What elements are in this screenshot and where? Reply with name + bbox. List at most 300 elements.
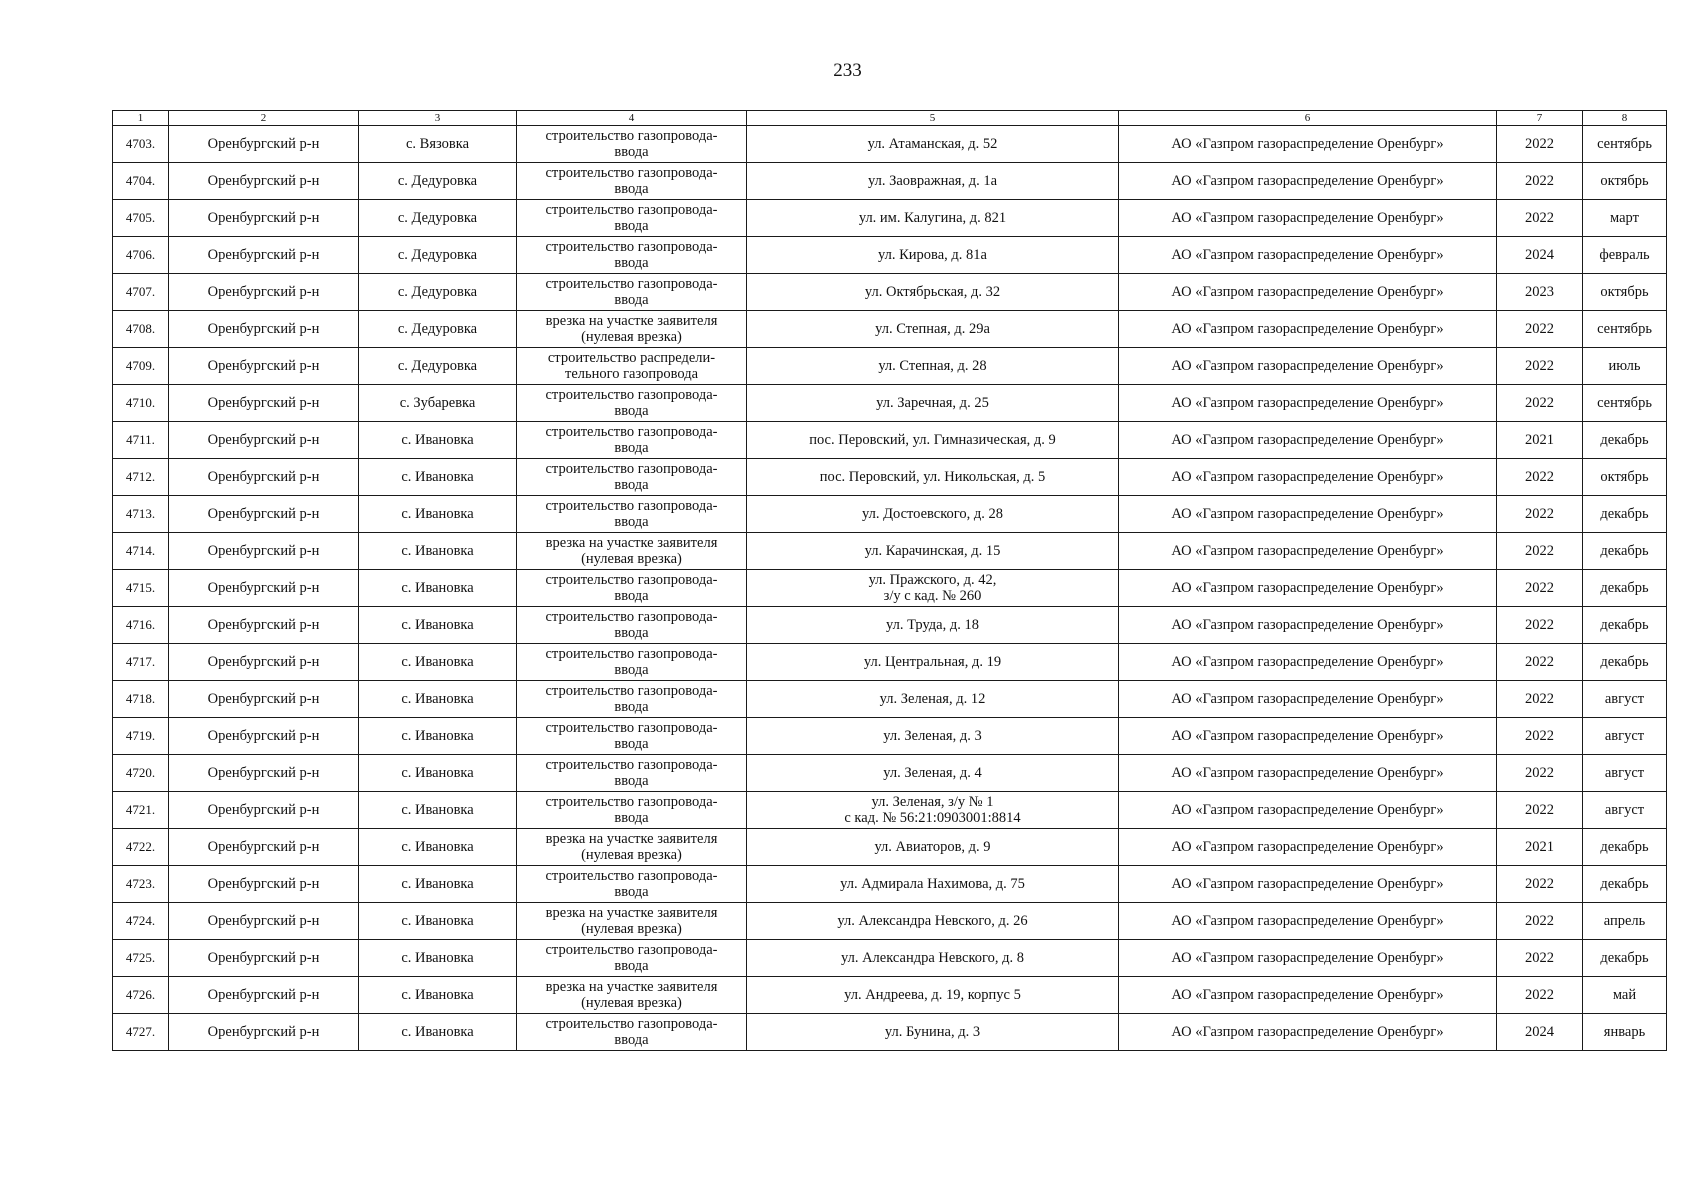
year-cell: 2022 [1497, 570, 1583, 607]
district-cell: Оренбургский р-н [169, 940, 359, 977]
year-cell: 2022 [1497, 792, 1583, 829]
year-cell: 2022 [1497, 348, 1583, 385]
work-type-cell-line: ввода [614, 292, 649, 308]
address-cell-line: ул. Авиаторов, д. 9 [874, 839, 991, 855]
district-cell: Оренбургский р-н [169, 422, 359, 459]
district-cell: Оренбургский р-н [169, 755, 359, 792]
address-cell-line: пос. Перовский, ул. Гимназическая, д. 9 [809, 432, 1056, 448]
address-cell-line: ул. Александра Невского, д. 26 [837, 913, 1028, 929]
year-cell: 2022 [1497, 681, 1583, 718]
address-cell-line: ул. Центральная, д. 19 [863, 654, 1002, 670]
address-cell [747, 644, 1119, 681]
organization-cell: АО «Газпром газораспределение Оренбург» [1119, 311, 1497, 348]
row-number-cell: 4711. [113, 422, 169, 459]
row-number-cell: 4710. [113, 385, 169, 422]
work-type-cell-line: ввода [614, 625, 649, 641]
district-cell: Оренбургский р-н [169, 274, 359, 311]
organization-cell: АО «Газпром газораспределение Оренбург» [1119, 237, 1497, 274]
address-cell [747, 755, 1119, 792]
table-row [113, 607, 1667, 644]
address-cell-line: ул. Александра Невского, д. 8 [840, 950, 1025, 966]
organization-cell: АО «Газпром газораспределение Оренбург» [1119, 903, 1497, 940]
settlement-cell: с. Ивановка [359, 681, 517, 718]
settlement-cell: с. Ивановка [359, 718, 517, 755]
work-type-cell-line: строительство газопровода- [545, 1016, 718, 1032]
work-type-cell-line: строительство распредели- [547, 350, 716, 366]
district-cell: Оренбургский р-н [169, 1014, 359, 1051]
district-cell: Оренбургский р-н [169, 903, 359, 940]
settlement-cell: с. Ивановка [359, 977, 517, 1014]
address-cell [747, 681, 1119, 718]
row-number-cell: 4703. [113, 126, 169, 163]
work-type-cell-line: врезка на участке заявителя [545, 979, 718, 995]
work-type-cell [517, 163, 747, 200]
work-type-cell [517, 496, 747, 533]
month-cell: декабрь [1583, 533, 1667, 570]
district-cell: Оренбургский р-н [169, 644, 359, 681]
table-row [113, 385, 1667, 422]
year-cell: 2022 [1497, 940, 1583, 977]
work-type-cell [517, 607, 747, 644]
work-type-cell-line: врезка на участке заявителя [545, 905, 718, 921]
work-type-cell-line: строительство газопровода- [545, 572, 718, 588]
work-type-cell-line: строительство газопровода- [545, 128, 718, 144]
work-type-cell [517, 681, 747, 718]
settlement-cell: с. Ивановка [359, 829, 517, 866]
month-cell: декабрь [1583, 644, 1667, 681]
column-header: 7 [1497, 111, 1583, 126]
settlement-cell: с. Ивановка [359, 644, 517, 681]
district-cell: Оренбургский р-н [169, 607, 359, 644]
district-cell: Оренбургский р-н [169, 126, 359, 163]
row-number-cell: 4719. [113, 718, 169, 755]
table-row [113, 792, 1667, 829]
table-row [113, 422, 1667, 459]
work-type-cell-line: строительство газопровода- [545, 202, 718, 218]
work-type-cell [517, 718, 747, 755]
work-type-cell [517, 459, 747, 496]
work-type-cell-line: строительство газопровода- [545, 461, 718, 477]
settlement-cell: с. Ивановка [359, 607, 517, 644]
column-header: 8 [1583, 111, 1667, 126]
address-cell [747, 718, 1119, 755]
work-type-cell-line: врезка на участке заявителя [545, 535, 718, 551]
year-cell: 2022 [1497, 866, 1583, 903]
organization-cell: АО «Газпром газораспределение Оренбург» [1119, 644, 1497, 681]
row-number-cell: 4709. [113, 348, 169, 385]
year-cell: 2022 [1497, 718, 1583, 755]
year-cell: 2022 [1497, 977, 1583, 1014]
row-number-cell: 4713. [113, 496, 169, 533]
work-type-cell-line: строительство газопровода- [545, 794, 718, 810]
work-type-cell-line: строительство газопровода- [545, 165, 718, 181]
work-type-cell [517, 792, 747, 829]
organization-cell: АО «Газпром газораспределение Оренбург» [1119, 829, 1497, 866]
table-row [113, 1014, 1667, 1051]
month-cell: апрель [1583, 903, 1667, 940]
month-cell: октябрь [1583, 163, 1667, 200]
column-header: 5 [747, 111, 1119, 126]
work-type-cell [517, 311, 747, 348]
work-type-cell-line: ввода [614, 144, 649, 160]
table-row [113, 533, 1667, 570]
address-cell [747, 940, 1119, 977]
organization-cell: АО «Газпром газораспределение Оренбург» [1119, 422, 1497, 459]
work-type-cell-line: строительство газопровода- [545, 276, 718, 292]
year-cell: 2021 [1497, 829, 1583, 866]
address-cell [747, 348, 1119, 385]
organization-cell: АО «Газпром газораспределение Оренбург» [1119, 977, 1497, 1014]
row-number-cell: 4718. [113, 681, 169, 718]
address-cell-line: ул. Кирова, д. 81а [878, 247, 987, 263]
address-cell-line: ул. Адмирала Нахимова, д. 75 [840, 876, 1025, 892]
work-type-cell-line: ввода [614, 699, 649, 715]
month-cell: сентябрь [1583, 126, 1667, 163]
organization-cell: АО «Газпром газораспределение Оренбург» [1119, 459, 1497, 496]
district-cell: Оренбургский р-н [169, 829, 359, 866]
row-number-cell: 4707. [113, 274, 169, 311]
work-type-cell-line: строительство газопровода- [545, 609, 718, 625]
work-type-cell-line: ввода [614, 403, 649, 419]
organization-cell: АО «Газпром газораспределение Оренбург» [1119, 200, 1497, 237]
address-cell [747, 200, 1119, 237]
organization-cell: АО «Газпром газораспределение Оренбург» [1119, 866, 1497, 903]
settlement-cell: с. Ивановка [359, 866, 517, 903]
month-cell: август [1583, 792, 1667, 829]
row-number-cell: 4708. [113, 311, 169, 348]
table-row [113, 718, 1667, 755]
settlement-cell: с. Ивановка [359, 533, 517, 570]
address-cell-line: пос. Перовский, ул. Никольская, д. 5 [819, 469, 1046, 485]
row-number-cell: 4714. [113, 533, 169, 570]
work-type-cell-line: (нулевая врезка) [581, 329, 682, 345]
month-cell: сентябрь [1583, 385, 1667, 422]
work-type-cell [517, 755, 747, 792]
work-type-cell-line: ввода [614, 1032, 649, 1048]
address-cell [747, 163, 1119, 200]
work-type-cell [517, 570, 747, 607]
table-row [113, 126, 1667, 163]
month-cell: январь [1583, 1014, 1667, 1051]
settlement-cell: с. Дедуровка [359, 348, 517, 385]
page-number: 233 [833, 60, 862, 81]
column-header: 3 [359, 111, 517, 126]
work-type-cell-line: строительство газопровода- [545, 498, 718, 514]
district-cell: Оренбургский р-н [169, 533, 359, 570]
address-cell [747, 422, 1119, 459]
address-cell-line: з/у с кад. № 260 [883, 588, 982, 604]
row-number-cell: 4726. [113, 977, 169, 1014]
year-cell: 2022 [1497, 755, 1583, 792]
work-type-cell [517, 274, 747, 311]
column-header: 6 [1119, 111, 1497, 126]
work-type-cell [517, 385, 747, 422]
organization-cell: АО «Газпром газораспределение Оренбург» [1119, 755, 1497, 792]
organization-cell: АО «Газпром газораспределение Оренбург» [1119, 607, 1497, 644]
address-cell [747, 866, 1119, 903]
month-cell: декабрь [1583, 866, 1667, 903]
organization-cell: АО «Газпром газораспределение Оренбург» [1119, 496, 1497, 533]
organization-cell: АО «Газпром газораспределение Оренбург» [1119, 385, 1497, 422]
district-cell: Оренбургский р-н [169, 977, 359, 1014]
table-row [113, 459, 1667, 496]
year-cell: 2022 [1497, 311, 1583, 348]
month-cell: май [1583, 977, 1667, 1014]
address-cell-line: ул. Труда, д. 18 [886, 617, 979, 633]
settlement-cell: с. Дедуровка [359, 311, 517, 348]
address-cell-line: ул. Достоевского, д. 28 [861, 506, 1003, 522]
row-number-cell: 4725. [113, 940, 169, 977]
district-cell: Оренбургский р-н [169, 163, 359, 200]
address-cell [747, 385, 1119, 422]
address-cell-line: ул. Заречная, д. 25 [876, 395, 989, 411]
address-cell [747, 459, 1119, 496]
row-number-cell: 4721. [113, 792, 169, 829]
work-type-cell-line: врезка на участке заявителя [545, 831, 718, 847]
month-cell: декабрь [1583, 570, 1667, 607]
table-row [113, 496, 1667, 533]
row-number-cell: 4712. [113, 459, 169, 496]
gasification-table [112, 110, 1667, 1051]
settlement-cell: с. Дедуровка [359, 163, 517, 200]
work-type-cell [517, 422, 747, 459]
row-number-cell: 4715. [113, 570, 169, 607]
work-type-cell-line: ввода [614, 255, 649, 271]
district-cell: Оренбургский р-н [169, 718, 359, 755]
address-cell-line: с кад. № 56:21:0903001:8814 [844, 810, 1021, 826]
address-cell [747, 977, 1119, 1014]
address-cell [747, 829, 1119, 866]
table-row [113, 644, 1667, 681]
column-header: 4 [517, 111, 747, 126]
address-cell [747, 792, 1119, 829]
work-type-cell [517, 644, 747, 681]
district-cell: Оренбургский р-н [169, 792, 359, 829]
address-cell [747, 274, 1119, 311]
district-cell: Оренбургский р-н [169, 200, 359, 237]
table-row [113, 163, 1667, 200]
address-cell [747, 607, 1119, 644]
address-cell-line: ул. им. Калугина, д. 821 [858, 210, 1007, 226]
row-number-cell: 4724. [113, 903, 169, 940]
month-cell: июль [1583, 348, 1667, 385]
table-row [113, 903, 1667, 940]
organization-cell: АО «Газпром газораспределение Оренбург» [1119, 274, 1497, 311]
settlement-cell: с. Дедуровка [359, 200, 517, 237]
year-cell: 2022 [1497, 607, 1583, 644]
organization-cell: АО «Газпром газораспределение Оренбург» [1119, 940, 1497, 977]
work-type-cell [517, 237, 747, 274]
work-type-cell-line: строительство газопровода- [545, 424, 718, 440]
address-cell [747, 311, 1119, 348]
year-cell: 2022 [1497, 903, 1583, 940]
row-number-cell: 4723. [113, 866, 169, 903]
work-type-cell-line: ввода [614, 736, 649, 752]
organization-cell: АО «Газпром газораспределение Оренбург» [1119, 1014, 1497, 1051]
work-type-cell-line: ввода [614, 477, 649, 493]
column-header: 1 [113, 111, 169, 126]
table-row [113, 237, 1667, 274]
work-type-cell-line: врезка на участке заявителя [545, 313, 718, 329]
work-type-cell [517, 829, 747, 866]
settlement-cell: с. Ивановка [359, 940, 517, 977]
work-type-cell-line: (нулевая врезка) [581, 847, 682, 863]
work-type-cell-line: ввода [614, 181, 649, 197]
work-type-cell-line: строительство газопровода- [545, 646, 718, 662]
work-type-cell [517, 200, 747, 237]
address-cell [747, 570, 1119, 607]
work-type-cell-line: строительство газопровода- [545, 942, 718, 958]
work-type-cell-line: строительство газопровода- [545, 757, 718, 773]
year-cell: 2022 [1497, 126, 1583, 163]
work-type-cell [517, 126, 747, 163]
district-cell: Оренбургский р-н [169, 237, 359, 274]
work-type-cell [517, 348, 747, 385]
work-type-cell-line: ввода [614, 884, 649, 900]
work-type-cell-line: строительство газопровода- [545, 239, 718, 255]
work-type-cell-line: ввода [614, 514, 649, 530]
district-cell: Оренбургский р-н [169, 385, 359, 422]
address-cell-line: ул. Октябрьская, д. 32 [864, 284, 1001, 300]
address-cell [747, 237, 1119, 274]
month-cell: сентябрь [1583, 311, 1667, 348]
table-row [113, 977, 1667, 1014]
table-row [113, 200, 1667, 237]
month-cell: август [1583, 718, 1667, 755]
row-number-cell: 4720. [113, 755, 169, 792]
work-type-cell-line: строительство газопровода- [545, 868, 718, 884]
work-type-cell [517, 533, 747, 570]
year-cell: 2024 [1497, 237, 1583, 274]
work-type-cell-line: ввода [614, 810, 649, 826]
work-type-cell-line: ввода [614, 958, 649, 974]
column-number-row [113, 111, 1667, 126]
month-cell: август [1583, 755, 1667, 792]
settlement-cell: с. Ивановка [359, 1014, 517, 1051]
organization-cell: АО «Газпром газораспределение Оренбург» [1119, 681, 1497, 718]
settlement-cell: с. Вязовка [359, 126, 517, 163]
district-cell: Оренбургский р-н [169, 459, 359, 496]
address-cell [747, 1014, 1119, 1051]
address-cell [747, 496, 1119, 533]
address-cell-line: ул. Зеленая, д. 4 [883, 765, 982, 781]
settlement-cell: с. Ивановка [359, 422, 517, 459]
work-type-cell-line: строительство газопровода- [545, 720, 718, 736]
address-cell [747, 903, 1119, 940]
organization-cell: АО «Газпром газораспределение Оренбург» [1119, 570, 1497, 607]
address-cell-line: ул. Пражского, д. 42, [868, 572, 997, 588]
table-row [113, 311, 1667, 348]
table-row [113, 348, 1667, 385]
month-cell: декабрь [1583, 829, 1667, 866]
table-row [113, 866, 1667, 903]
row-number-cell: 4727. [113, 1014, 169, 1051]
month-cell: октябрь [1583, 274, 1667, 311]
work-type-cell [517, 977, 747, 1014]
month-cell: февраль [1583, 237, 1667, 274]
row-number-cell: 4717. [113, 644, 169, 681]
month-cell: декабрь [1583, 940, 1667, 977]
row-number-cell: 4705. [113, 200, 169, 237]
organization-cell: АО «Газпром газораспределение Оренбург» [1119, 348, 1497, 385]
work-type-cell [517, 1014, 747, 1051]
row-number-cell: 4722. [113, 829, 169, 866]
table-row [113, 681, 1667, 718]
month-cell: март [1583, 200, 1667, 237]
month-cell: декабрь [1583, 422, 1667, 459]
district-cell: Оренбургский р-н [169, 866, 359, 903]
work-type-cell-line: строительство газопровода- [545, 683, 718, 699]
organization-cell: АО «Газпром газораспределение Оренбург» [1119, 163, 1497, 200]
address-cell-line: ул. Атаманская, д. 52 [867, 136, 998, 152]
address-cell-line: ул. Заовражная, д. 1а [867, 173, 998, 189]
work-type-cell [517, 940, 747, 977]
address-cell-line: ул. Степная, д. 28 [878, 358, 987, 374]
table-row [113, 755, 1667, 792]
table-row [113, 940, 1667, 977]
work-type-cell-line: строительство газопровода- [545, 387, 718, 403]
address-cell-line: ул. Зеленая, з/у № 1 [871, 794, 994, 810]
year-cell: 2022 [1497, 533, 1583, 570]
year-cell: 2022 [1497, 163, 1583, 200]
year-cell: 2022 [1497, 496, 1583, 533]
work-type-cell [517, 903, 747, 940]
address-cell [747, 126, 1119, 163]
year-cell: 2022 [1497, 200, 1583, 237]
year-cell: 2022 [1497, 459, 1583, 496]
district-cell: Оренбургский р-н [169, 348, 359, 385]
year-cell: 2022 [1497, 385, 1583, 422]
year-cell: 2022 [1497, 644, 1583, 681]
address-cell-line: ул. Степная, д. 29а [875, 321, 990, 337]
settlement-cell: с. Зубаревка [359, 385, 517, 422]
table-row [113, 570, 1667, 607]
work-type-cell-line: ввода [614, 218, 649, 234]
row-number-cell: 4706. [113, 237, 169, 274]
year-cell: 2024 [1497, 1014, 1583, 1051]
work-type-cell-line: (нулевая врезка) [581, 551, 682, 567]
settlement-cell: с. Ивановка [359, 459, 517, 496]
month-cell: декабрь [1583, 496, 1667, 533]
address-cell-line: ул. Бунина, д. 3 [884, 1024, 981, 1040]
settlement-cell: с. Дедуровка [359, 237, 517, 274]
settlement-cell: с. Ивановка [359, 755, 517, 792]
table-row [113, 274, 1667, 311]
year-cell: 2023 [1497, 274, 1583, 311]
address-cell [747, 533, 1119, 570]
column-header: 2 [169, 111, 359, 126]
work-type-cell-line: (нулевая врезка) [581, 995, 682, 1011]
organization-cell: АО «Газпром газораспределение Оренбург» [1119, 718, 1497, 755]
organization-cell: АО «Газпром газораспределение Оренбург» [1119, 126, 1497, 163]
work-type-cell-line: ввода [614, 662, 649, 678]
work-type-cell-line: ввода [614, 773, 649, 789]
work-type-cell-line: ввода [614, 440, 649, 456]
settlement-cell: с. Ивановка [359, 792, 517, 829]
address-cell-line: ул. Карачинская, д. 15 [864, 543, 1001, 559]
district-cell: Оренбургский р-н [169, 570, 359, 607]
district-cell: Оренбургский р-н [169, 496, 359, 533]
settlement-cell: с. Ивановка [359, 496, 517, 533]
work-type-cell-line: ввода [614, 588, 649, 604]
work-type-cell-line: (нулевая врезка) [581, 921, 682, 937]
month-cell: декабрь [1583, 607, 1667, 644]
organization-cell: АО «Газпром газораспределение Оренбург» [1119, 533, 1497, 570]
month-cell: октябрь [1583, 459, 1667, 496]
settlement-cell: с. Дедуровка [359, 274, 517, 311]
address-cell-line: ул. Андреева, д. 19, корпус 5 [844, 987, 1021, 1003]
district-cell: Оренбургский р-н [169, 681, 359, 718]
